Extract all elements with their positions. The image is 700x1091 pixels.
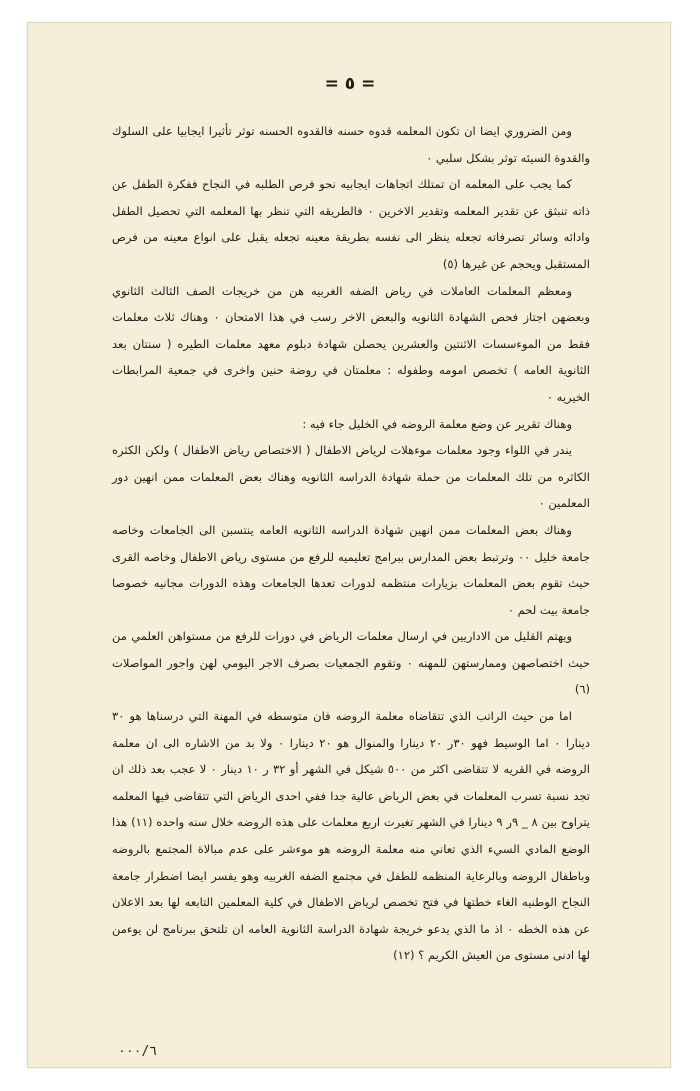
paragraph-role-model: ومن الضروري ايضا ان تكون المعلمه قدوه حسنه فالقدوه الحسنه توثر تأثيرا ايجابيا على السلوك والقدوة السيئه توثر بشكل سلبي ٠ bbox=[112, 124, 590, 165]
paragraph-hebron-report-intro: وهناك تقرير عن وضع معلمة الروضه في الخليل جاء فيه : bbox=[302, 416, 572, 431]
page-number: = ٥ = bbox=[324, 74, 376, 94]
paragraph-training-courses: ويهتم القليل من الاداريين في ارسال معلمات الرياض في دورات للرفع من مستواهن العلمي من حيث اختصاصهن وممارستهن للمهنه ٠ وتقوم الجمعيات بصرف الاجر اليومي لهن واجور المواصلات (٦) bbox=[112, 629, 590, 697]
continuation-marker: ٠٠٠/٦ bbox=[118, 1044, 158, 1059]
paragraph-positive-attitudes: كما يجب على المعلمه ان تمتلك اتجاهات ايجابيه نحو فرص الطلبه في النجاح ففكرة الطفل عن ذاته تنبثق عن تقدير المعلمه وتقدير الاخرين ٠ فالطريقه التي تنظر بها المعلمه التي تحصيل الطفل وادائه وسائر تصرفاته تجعله ينظر الى نفسه بطريقة معينه تجعله يقبل على انواع معينه من فرص المستقبل ويحجم عن غيرها (٥) bbox=[112, 177, 590, 271]
paragraph-university-enrollment: وهناك بعض المعلمات ممن انهين شهادة الدراسه الثانويه العامه ينتسبن الى الجامعات وخاصه جامعة خليل ٠٠ وترتبط بعض المدارس ببرامج تعليميه للرفع من مستوى رياض الاطفال وخاصه القرى حيث تقوم بعض المعلمات بزيارات منتظمه لدورات تعدها الجامعات وهذه الدورات مجانيه خصوصا جامعة بيت لحم ٠ bbox=[112, 522, 590, 617]
paragraph-salary: اما من حيث الراتب الذي تتقاضاه معلمة الروضه فان متوسطه في المهنة التي درسناها هو ٣٠ دينارا ٠ اما الوسيط فهو ٣٠ر ٢٠ دينارا والمنوال هو ٢٠ دينارا ٠ ولا بد من الاشاره الى ان معلمة الروضه في القريه لا تتقاضى اكثر من ٥٠٠ شيكل في الشهر أو ٣٢ ر ١٠ دينار ٠ لا عجب بعد ذلك ان تجد نسبة تسرب المعلمات في بعض الرياض عالية جدا ففي احدى الرياض التي تتقاضى فيها المعلمه يتراوح بين ٨ _ ٩ر ٩ دينارا في الشهر تغيرت اربع معلمات على هذه الروضه خلال سنه واحده (١١) هذا الوضع المادي السيء الذي تعاني منه معلمة الروضه هو موءشر على عدم مبالاة المجتمع بالروضه وباطفال الروضه وبالرعاية المنظمه للطفل في مجتمع الضفه الغربيه وهو يفسر ايضا اضطرار جامعة النجاح الوطنيه الغاء خطتها في فتح تخصص لرياض الاطفال في كلية المعلمين التابعه لها بعد الاعلان عن هذه الخطه ٠ اذ ما الذي يدعو خريجة شهادة الدراسة الثانوية العامه ان تلتحق ببرنامج لن يوءمن لها ادنى مستوى من العيش الكريم ؟ (١٢) bbox=[112, 709, 591, 963]
document-body bbox=[112, 118, 590, 969]
paragraph-teacher-qualifications: ومعظم المعلمات العاملات في رياض الضفه الغربيه هن من خريجات الصف الثالث الثانوي وبعضهن اجتاز فحص الشهادة الثانويه والبعض الاخر رسب في هذا الامتحان ٠ وهناك ثلاث معلمات فقط من الموءسسات الاثنتين والعشرين يحصلن شهادة دبلوم معهد معلمات الطيره ( سنتان بعد الثانوية العامه ) تخصص امومه وطفوله : معلمتان في روضة حنين واخرى في جمعية المرابطات الخيريه ٠ bbox=[112, 283, 591, 404]
paragraph-hebron-report-quote: يندر في اللواء وجود معلمات موءهلات لرياض الاطفال ( الاختصاص رياض الاطفال ) ولكن الكثره الكاثره من تلك المعلمات من حملة شهادة الدراسه الثانويه وهناك بعض المعلمات ممن انهين دور المعلمين ٠ bbox=[112, 443, 590, 511]
